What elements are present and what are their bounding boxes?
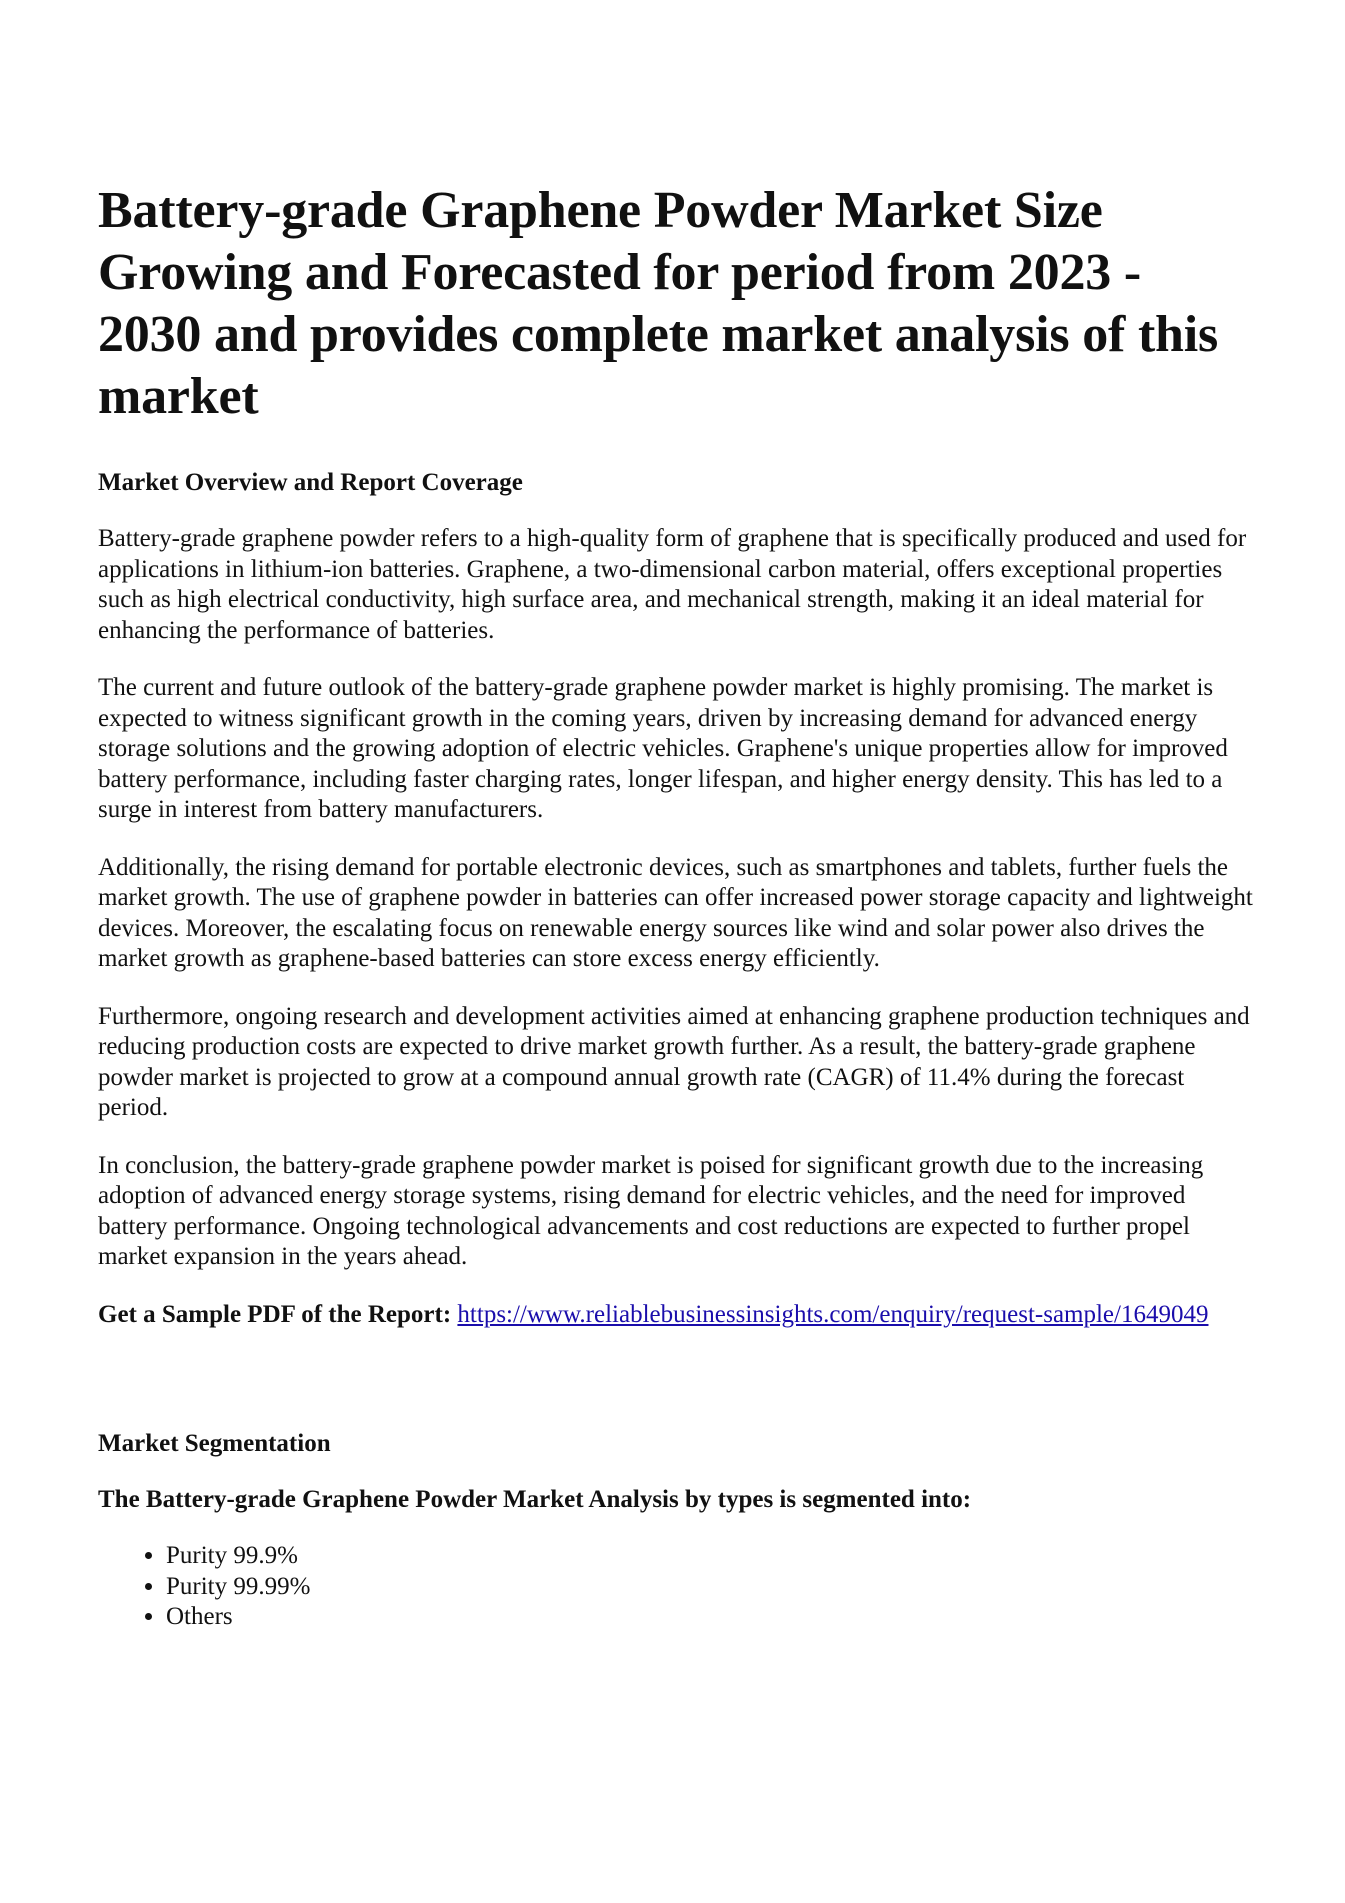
- paragraph-conclusion: In conclusion, the battery-grade graphene powder market is poised for significant growth due to the increasing adoption of advanced energy storage systems, rising demand for electric vehicles, and the need for improved battery performance. Ongoing technological advancements and cost reductions are expected to further propel market expansion in the years ahead.: [98, 1151, 1204, 1270]
- types-list: [98, 1541, 1255, 1633]
- sample-pdf-link[interactable]: https://www.reliablebusinessinsights.com/enquiry/request-sample/1649049: [457, 1300, 1209, 1328]
- sample-pdf-label: Get a Sample PDF of the Report:: [98, 1300, 452, 1328]
- paragraph-demand: Additionally, the rising demand for portable electronic devices, such as smartphones and tablets, further fuels the market growth. The use of graphene powder in batteries can offer increased power storage capacity and lightweight devices. Moreover, the escalating focus on renewable energy sources like wind and solar power also drives the market growth as graphene-based batteries can store excess energy efficiently.: [98, 853, 1253, 972]
- paragraph-definition: Battery-grade graphene powder refers to a high-quality form of graphene that is specifically produced and used for applications in lithium-ion batteries. Graphene, a two-dimensional carbon material, offers exceptional properties such as high electrical conductivity, high surface area, and mechanical strength, making it an ideal material for enhancing the performance of batteries.: [98, 525, 1247, 644]
- page-title: Battery-grade Graphene Powder Market Size Growing and Forecasted for period from 2023 - 2030 and provides complete market analysis of this market: [98, 182, 1219, 425]
- list-item: • Purity 99.99%: [166, 1572, 1255, 1603]
- paragraph-outlook: The current and future outlook of the battery-grade graphene powder market is highly promising. The market is expected to witness significant growth in the coming years, driven by increasing demand for advanced energy storage solutions and the growing adoption of electric vehicles. Graphene's unique properties allow for improved battery performance, including faster charging rates, longer lifespan, and higher energy density. This has led to a surge in interest from battery manufacturers.: [98, 674, 1228, 823]
- overview-heading: Market Overview and Report Coverage: [98, 469, 523, 496]
- sample-pdf-line: [98, 1300, 1255, 1331]
- types-heading: The Battery-grade Graphene Powder Market Analysis by types is segmented into:: [98, 1486, 972, 1513]
- paragraph-research: Furthermore, ongoing research and development activities aimed at enhancing graphene production techniques and reducing production costs are expected to drive market growth further. As a result, the battery-grade graphene powder market is projected to grow at a compound annual growth rate (CAGR) of 11.4% during the forecast period.: [98, 1002, 1250, 1121]
- list-item: • Purity 99.9%: [166, 1541, 1255, 1572]
- list-item: • Others: [166, 1602, 1255, 1633]
- segmentation-heading: Market Segmentation: [98, 1430, 331, 1457]
